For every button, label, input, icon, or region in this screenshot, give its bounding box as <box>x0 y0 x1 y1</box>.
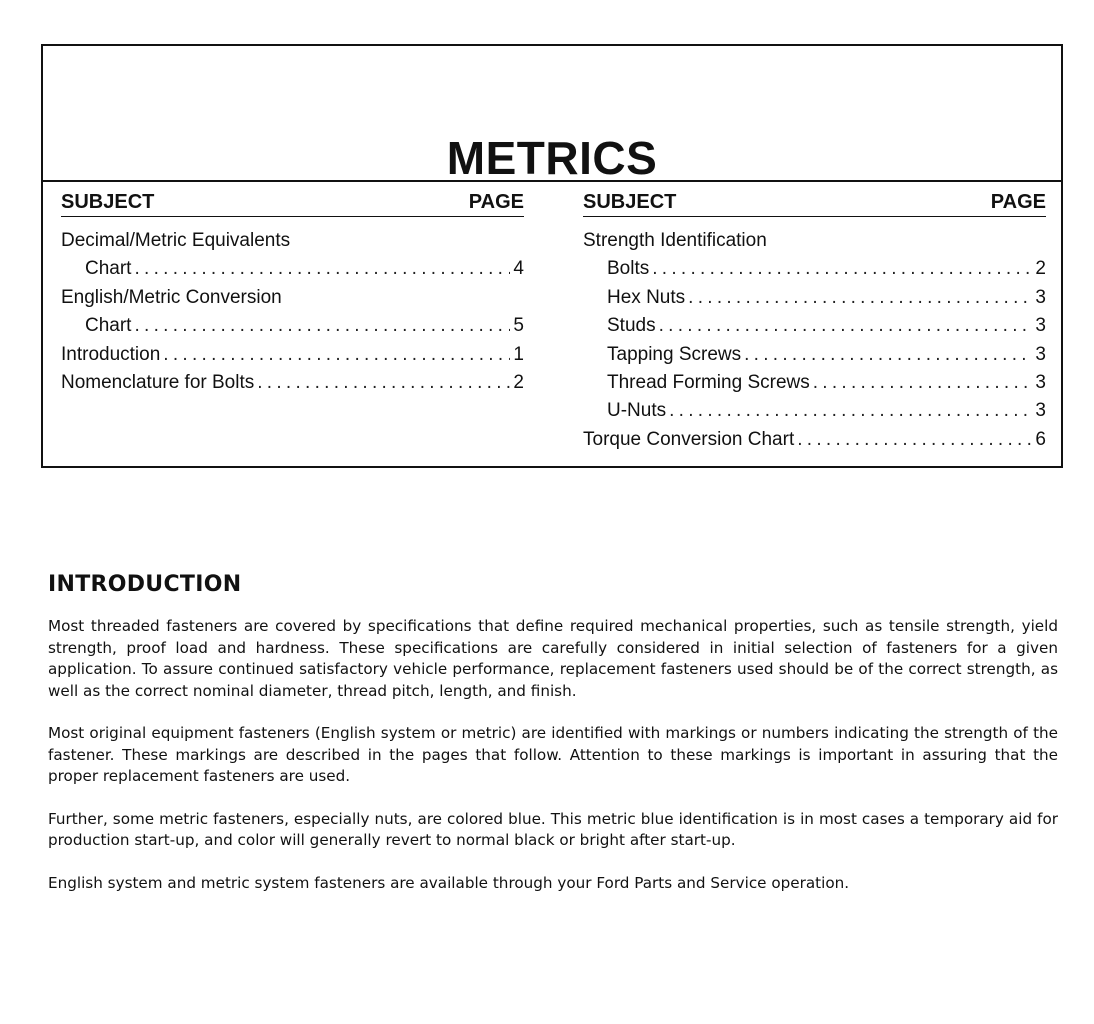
toc-entries-right <box>583 227 1046 454</box>
subject-column-header: SUBJECT <box>583 191 677 213</box>
toc-entry-label: Thread Forming Screws <box>607 371 810 393</box>
toc-entry-english-metric-conversion[interactable] <box>61 284 524 312</box>
page-title: METRICS <box>446 132 658 184</box>
toc-entry-label: Nomenclature for Bolts <box>61 371 255 393</box>
toc-entry-label: Bolts <box>607 258 650 280</box>
introduction-paragraph: Further, some metric fasteners, especially nuts, are colored blue. This metric blue identification is in most cases a temporary aid for production start-up, and color will generally revert to normal black or bright after start-up. <box>48 809 1058 849</box>
introduction-section <box>48 568 1058 894</box>
toc-entry-hex-nuts[interactable] <box>583 284 1046 312</box>
toc-entry-english-metric-chart[interactable] <box>61 312 524 340</box>
toc-entry-page: 2 <box>1035 258 1046 280</box>
toc-entry-page: 2 <box>513 371 524 393</box>
toc-entry-label: English/Metric Conversion <box>61 286 282 308</box>
toc-entry-decimal-metric-equivalents[interactable] <box>61 227 524 255</box>
toc-entry-page: 5 <box>513 315 524 337</box>
title-divider <box>43 180 1061 182</box>
toc-entry-page: 3 <box>1035 315 1046 337</box>
dot-leader <box>659 312 1033 340</box>
introduction-heading: INTRODUCTION <box>48 572 242 597</box>
dot-leader <box>744 341 1032 369</box>
toc-entry-label: Studs <box>607 315 656 337</box>
toc-entry-page: 3 <box>1035 400 1046 422</box>
toc-entry-label: U-Nuts <box>607 400 667 422</box>
toc-entry-u-nuts[interactable] <box>583 397 1046 425</box>
subject-column-header: SUBJECT <box>61 191 155 213</box>
toc-entry-page: 4 <box>513 258 524 280</box>
toc-entry-label: Decimal/Metric Equivalents <box>61 230 291 251</box>
toc-header-left <box>61 188 524 217</box>
introduction-paragraph: English system and metric system fasteners are available through your Ford Parts and Service operation. <box>48 873 850 892</box>
dot-leader <box>669 397 1032 425</box>
dot-leader <box>134 255 510 283</box>
contents-box <box>41 44 1063 468</box>
dot-leader <box>652 255 1032 283</box>
toc-entry-page: 6 <box>1035 428 1046 450</box>
toc-entry-nomenclature-for-bolts[interactable] <box>61 369 524 397</box>
toc-entry-label: Tapping Screws <box>607 343 742 365</box>
toc-entry-label: Introduction <box>61 343 161 365</box>
toc-entry-page: 3 <box>1035 371 1046 393</box>
dot-leader <box>813 369 1033 397</box>
toc-entry-tapping-screws[interactable] <box>583 341 1046 369</box>
toc-entry-page: 1 <box>513 343 524 365</box>
toc-column-left <box>61 188 524 397</box>
introduction-paragraph: Most original equipment fasteners (English system or metric) are identified with markings or numbers indicating the strength of the fastener. These markings are described in the pages that follow. Attention to these markings is important in assuring that the proper replacement fasteners are used. <box>48 724 1058 785</box>
toc-header-right <box>583 188 1046 217</box>
toc-entry-label: Torque Conversion Chart <box>583 428 795 450</box>
toc-entry-page: 3 <box>1035 286 1046 308</box>
toc-column-right <box>583 188 1046 454</box>
dot-leader <box>134 312 510 340</box>
toc-entry-label: Chart <box>85 315 132 337</box>
page-column-header: PAGE <box>468 191 524 213</box>
toc-entry-bolts[interactable] <box>583 255 1046 283</box>
dot-leader <box>257 369 510 397</box>
dot-leader <box>797 426 1032 454</box>
introduction-paragraph: Most threaded fasteners are covered by specifications that define required mechanical properties, such as tensile strength, yield strength, proof load and hardness. These specifications are carefully considered in initial selection of fasteners for a given application. To assure continued satisfactory vehicle performance, replacement fasteners used should be of the correct strength, as well as the correct nominal diameter, thread pitch, length, and finish. <box>48 617 1058 700</box>
toc-entry-strength-identification[interactable] <box>583 227 1046 255</box>
dot-leader <box>163 341 510 369</box>
toc-entries-left <box>61 227 524 397</box>
toc-entry-studs[interactable] <box>583 312 1046 340</box>
toc-entry-torque-conversion-chart[interactable] <box>583 426 1046 454</box>
toc-entry-page: 3 <box>1035 343 1046 365</box>
toc-entry-decimal-metric-chart[interactable] <box>61 255 524 283</box>
toc-entry-label: Chart <box>85 258 132 280</box>
toc-entry-thread-forming-screws[interactable] <box>583 369 1046 397</box>
toc-entry-introduction[interactable] <box>61 341 524 369</box>
dot-leader <box>688 284 1032 312</box>
toc-entry-label: Strength Identification <box>583 230 767 251</box>
page-column-header: PAGE <box>990 191 1046 213</box>
toc-entry-label: Hex Nuts <box>607 286 686 308</box>
